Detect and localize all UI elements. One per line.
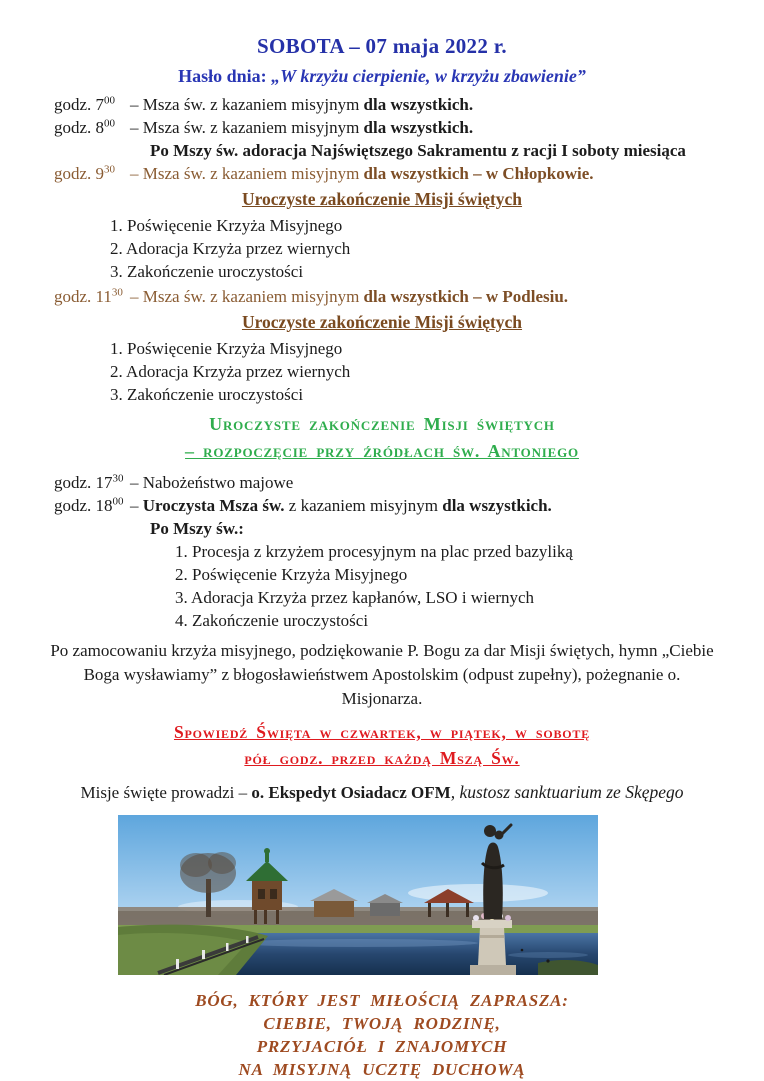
list-item: 3. Zakończenie uroczystości (110, 385, 304, 404)
list-item: 2. Poświęcenie Krzyża Misyjnego (175, 565, 408, 584)
confession-line-2: pół godz. przed każdą Mszą Św. (244, 748, 520, 768)
motto-label: Hasło dnia: (178, 66, 272, 86)
schedule-text: – Nabożeństwo majowe (130, 473, 294, 492)
motto-line (54, 66, 710, 87)
closing-paragraph: Po zamocowaniu krzyża misyjnego, podziękowanie P. Bogu za dar Misji świętych, hymn „Ciebie Boga wysławiamy” z błogosławieństwem Apostolskim (odpust zupełny), pożegnanie o. Misjonarza. (50, 641, 714, 708)
list-item: 3. Adoracja Krzyża przez kapłanów, LSO i wiernych (175, 588, 535, 607)
schedule-row-0930 (54, 162, 710, 185)
schedule-row-1730 (54, 471, 710, 494)
schedule-text: – Msza św. z kazaniem misyjnym dla wszystkich. (130, 118, 474, 137)
schedule-text: – Msza św. z kazaniem misyjnym dla wszystkich. (130, 95, 474, 114)
duck (521, 949, 524, 952)
schedule-text: – Msza św. z kazaniem misyjnym dla wszystkich – w Podlesiu. (130, 287, 569, 306)
list-item: 1. Poświęcenie Krzyża Misyjnego (110, 339, 343, 358)
green-line-1: Uroczyste zakończenie Misji świętych (209, 414, 555, 434)
closing-list-2 (110, 337, 710, 406)
closing-heading-2: Uroczyste zakończenie Misji świętych (241, 312, 523, 332)
duck (546, 959, 549, 962)
closing-heading-1: Uroczyste zakończenie Misji świętych (241, 189, 523, 209)
water-reflection (508, 952, 588, 958)
schedule-row-0800 (54, 116, 710, 139)
adoration-note: Po Mszy św. adoracja Najświętszego Sakramentu z racji I soboty miesiąca (150, 141, 686, 160)
motto-quote: „W krzyżu cierpienie, w krzyżu zbawienie” (271, 66, 586, 86)
confession-notice (54, 719, 710, 771)
water-reflection (238, 939, 478, 947)
sanctuary-photo (118, 815, 598, 975)
presenter-intro: Misje święte prowadzi – (80, 783, 252, 802)
green-line-2: – rozpoczęcie przy źródłach św. Antoniego (185, 441, 579, 461)
quote-line: BÓG, KTÓRY JEST MIŁOŚCIĄ ZAPRASZA: (195, 991, 569, 1010)
time-label: godz. $18^{00}$ (54, 495, 124, 515)
photo-treeline-dark (118, 911, 598, 925)
schedule-row-1800 (54, 494, 710, 517)
sanctuary-photo-graphic (118, 815, 598, 975)
time-label: godz. $8^{00}$ (54, 117, 116, 137)
cloud (408, 884, 548, 902)
list-item: 1. Procesja z krzyżem procesyjnym na plac przed bazyliką (175, 542, 573, 561)
invitation-quote (54, 989, 710, 1081)
closing-list-1 (110, 214, 710, 283)
confession-line-1: Spowiedź Święta w czwartek, w piątek, w sobotę (173, 722, 591, 742)
schedule-row-1130 (54, 285, 710, 308)
schedule-row-0700 (54, 93, 710, 116)
presenter-role: , kustosz sanktuarium ze Skępego (450, 782, 684, 802)
list-item: 2. Adoracja Krzyża przez wiernych (110, 239, 351, 258)
list-item: 2. Adoracja Krzyża przez wiernych (110, 362, 351, 381)
green-announcement (54, 411, 710, 465)
list-item: 1. Poświęcenie Krzyża Misyjnego (110, 216, 343, 235)
schedule-text: – Msza św. z kazaniem misyjnym dla wszystkich – w Chłopkowie. (130, 164, 594, 183)
presenter-name: o. Ekspedyt Osiadacz OFM (251, 783, 451, 802)
time-label: godz. $11^{30}$ (54, 286, 123, 306)
list-item: 3. Zakończenie uroczystości (110, 262, 304, 281)
quote-line: PRZYJACIÓŁ I ZNAJOMYCH (256, 1037, 508, 1056)
time-label: godz. $17^{30}$ (54, 472, 124, 492)
quote-line: NA MISYJNĄ UCZTĘ DUCHOWĄ (238, 1060, 526, 1079)
after-mass-label: Po Mszy św.: (150, 519, 244, 538)
presenter-line (54, 780, 710, 805)
list-item: 4. Zakończenie uroczystości (175, 611, 369, 630)
quote-line: CIEBIE, TWOJĄ RODZINĘ, (263, 1014, 501, 1033)
time-label: godz. $9^{30}$ (54, 163, 116, 183)
time-label: godz. $7^{00}$ (54, 94, 116, 114)
schedule-text: – Uroczysta Msza św. z kazaniem misyjnym dla wszystkich. (130, 496, 552, 515)
page-title: SOBOTA – 07 maja 2022 r. (257, 34, 507, 58)
evening-list (175, 540, 710, 632)
